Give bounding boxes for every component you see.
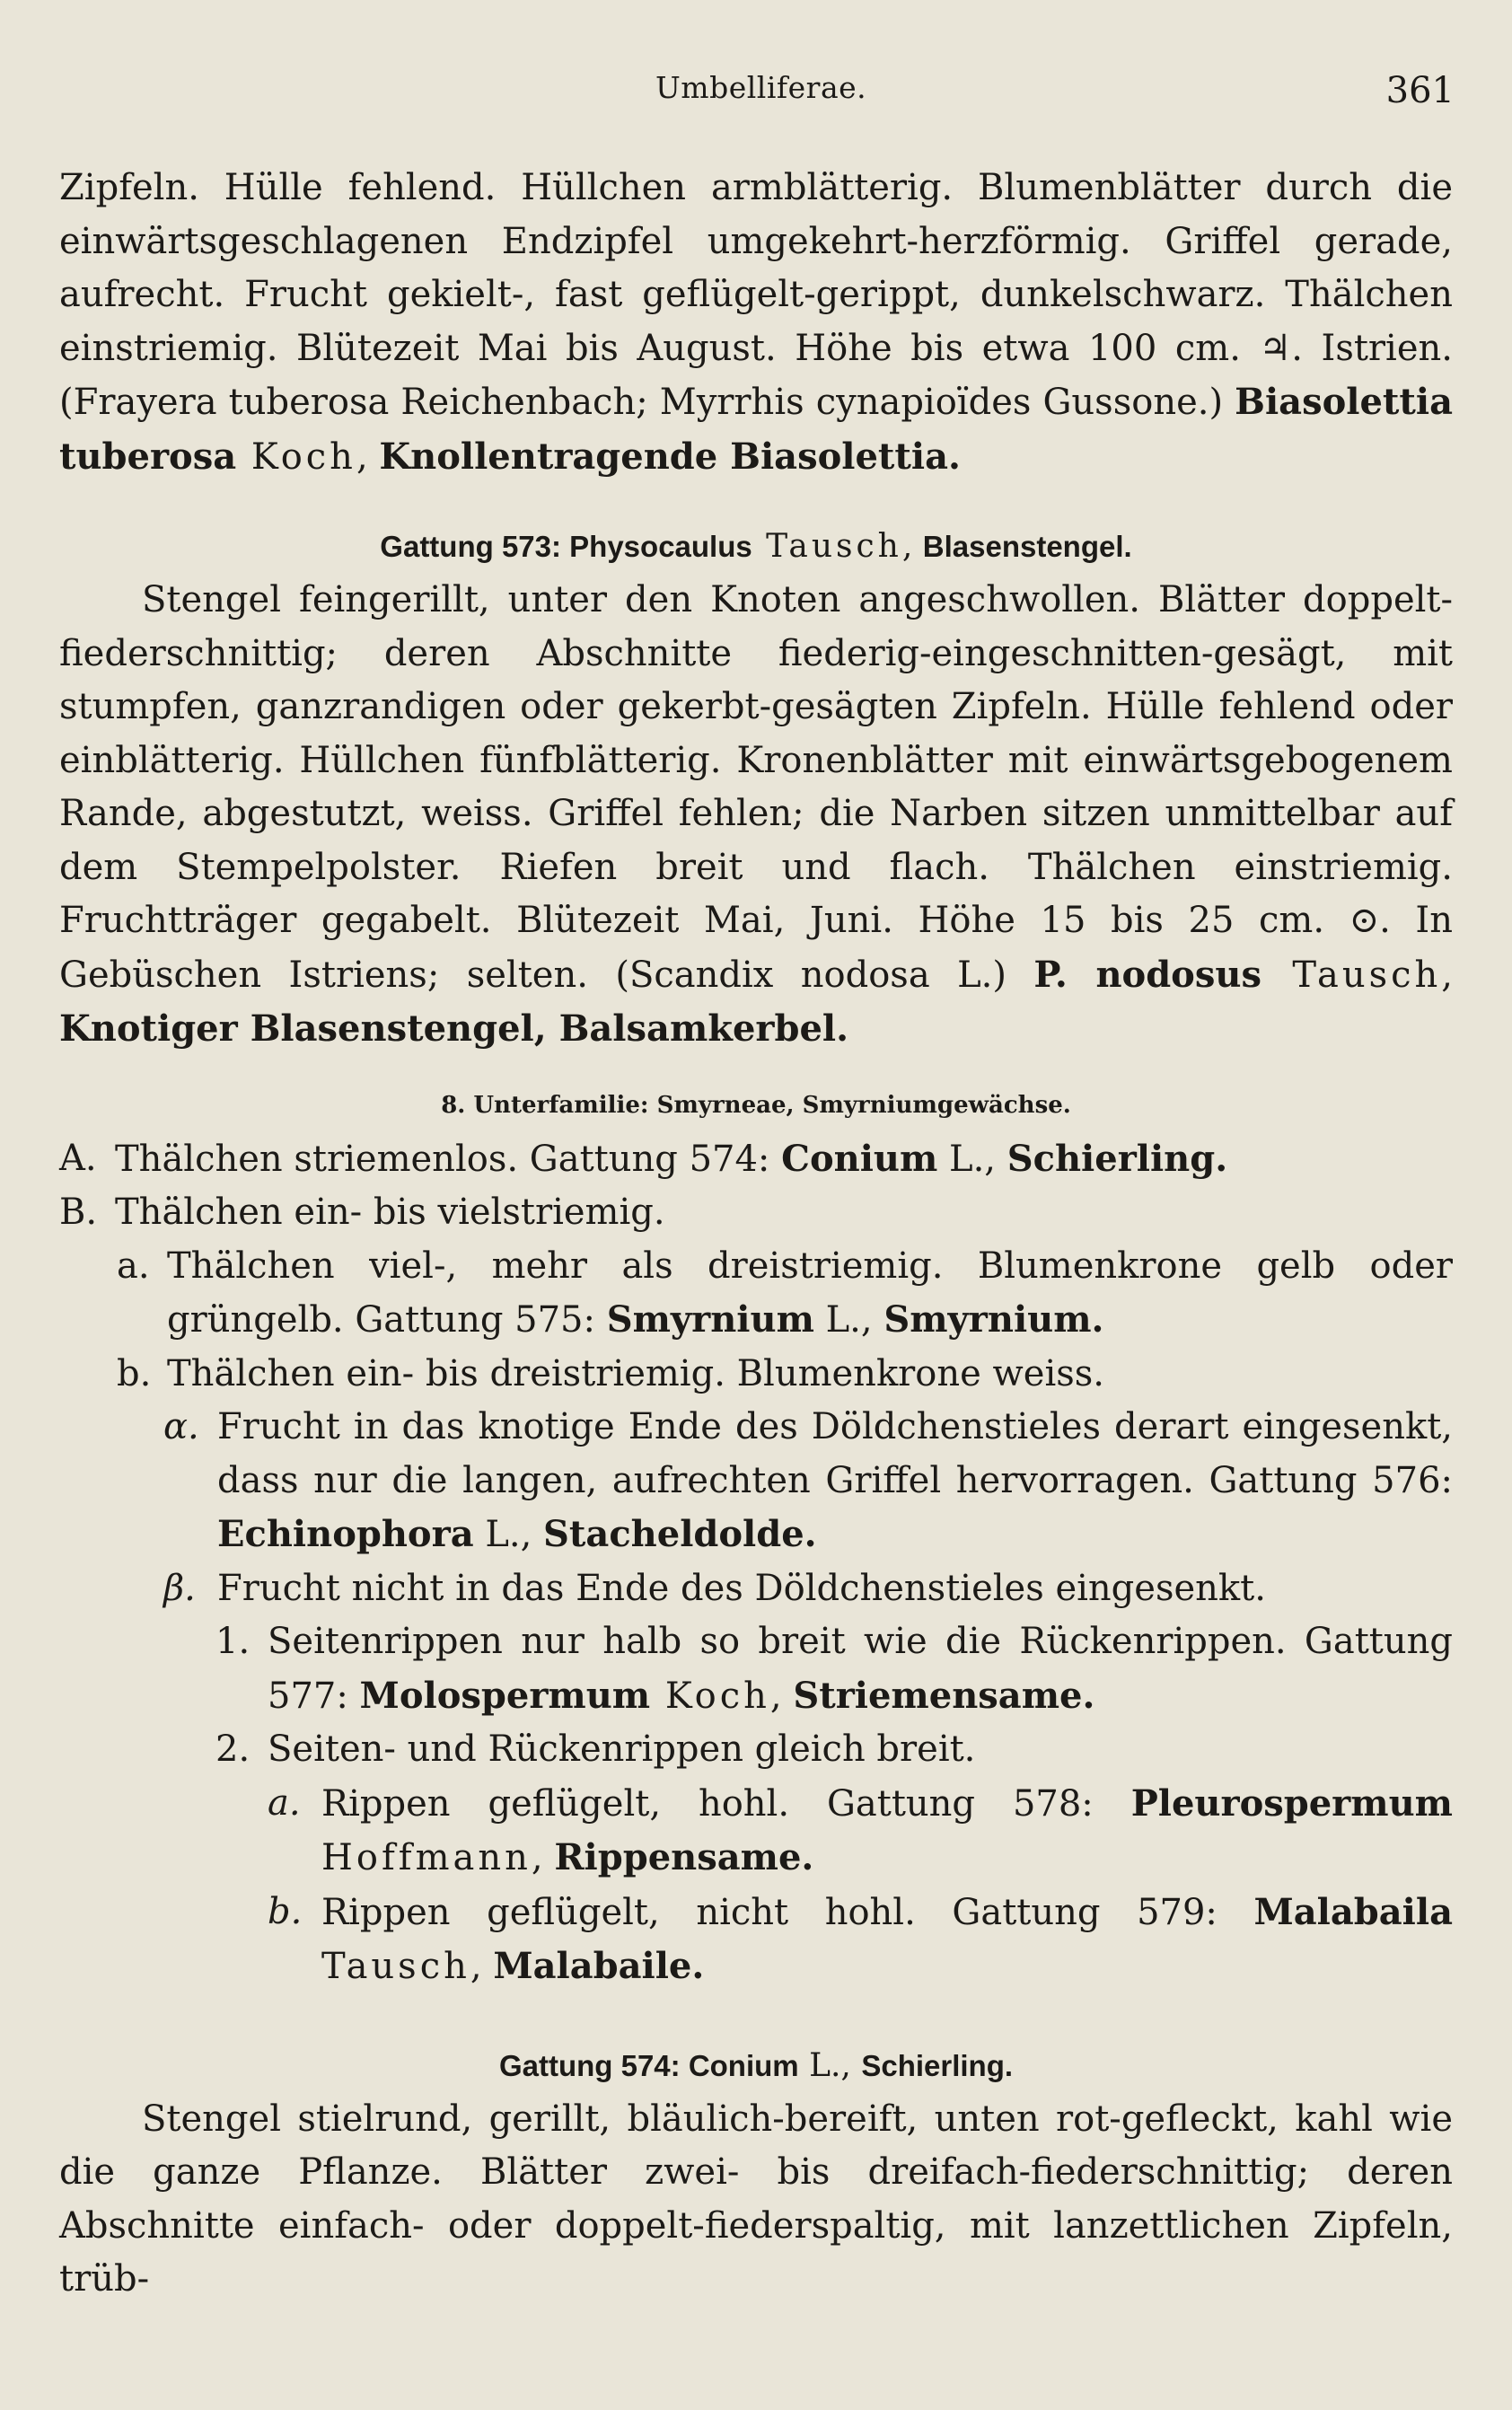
page-number: 361 bbox=[1385, 70, 1455, 111]
paragraph-physocaulus: Stengel feingerillt, unter den Knoten angeschwollen. Blätter doppelt-fiederschnittig; deren Abschnitte fiederig-eingeschnitten-gesägt, mit stumpfen, ganzrandigen oder gekerbt-gesägten Zipfeln. Hülle fehlend oder einblätterig. Hüllchen fünfblätterig. Kronenblätter mit einwärtsgebogenem Rande, abgestutzt, weiss. Griffel fehlen; die Narben sitzen unmittelbar auf dem Stempelpolster. Riefen breit und flach. Thälchen einstriemig. Fruchtträger gegabelt. Blütezeit Mai, Juni. Höhe 15 bis 25 cm. ⊙. In Gebüschen Istriens; selten. (Scandix nodosa L.) P. nodosus Tausch, Knotiger Blasenstengel, Balsamkerbel. bbox=[59, 579, 1454, 1050]
key-2a: a. Rippen geflügelt, hohl. Gattung 578: Pleurospermum Hoffmann, Rippensame. bbox=[268, 1781, 1453, 1878]
common-name: Knollentragende Biasolettia. bbox=[379, 435, 961, 478]
key-A: A. Thälchen striemenlos. Gattung 574: Conium L., Schierling. bbox=[59, 1137, 1228, 1180]
key-2b: b. Rippen geflügelt, nicht hohl. Gattung 579: Malabaila Tausch, Malabaile. bbox=[268, 1890, 1453, 1987]
species-name: Biasolettia tuberosa bbox=[59, 381, 1453, 478]
paragraph-biasolettia: Zipfeln. Hülle fehlend. Hüllchen armblätterig. Blumenblätter durch die einwärtsgeschlagenen Endzipfel umgekehrt-herzförmig. Griffel gerade, aufrecht. Frucht gekielt-, fast geflügelt-gerippt, dunkelschwarz. Thälchen einstriemig. Blütezeit Mai bis August. Höhe bis etwa 100 cm. ♃. Istrien. (Frayera tuberosa Reichenbach; Myrrhis cynapioïdes Gussone.) Biasolettia tuberosa Koch, Knollentragende Biasolettia. bbox=[59, 167, 1453, 478]
key-1: 1. Seitenrippen nur halb so breit wie die Rückenrippen. Gattung 577: Molospermum Koch, Striemensame. bbox=[215, 1621, 1453, 1717]
key-alpha: α. Frucht in das knotige Ende des Döldchenstieles derart eingesenkt, dass nur die langen, aufrechten Griffel hervorragen. Gattung 576: Echinophora L., Stacheldolde. bbox=[163, 1406, 1453, 1555]
author-name: Tausch bbox=[1261, 954, 1442, 996]
page-body bbox=[59, 162, 1453, 2307]
genus-heading-573: Gattung 573: Physocaulus Tausch, Blasenstengel. bbox=[380, 528, 1132, 565]
running-head bbox=[0, 70, 1512, 124]
species-name: P. nodosus bbox=[1033, 953, 1261, 996]
key-2: 2. Seiten- und Rückenrippen gleich breit. bbox=[215, 1728, 976, 1770]
paragraph-conium: Stengel stielrund, gerillt, bläulich-bereift, unten rot-gefleckt, kahl wie die ganze Pflanze. Blätter zwei- bis dreifach-fiederschnittig; deren Abschnitte einfach- oder doppelt-fiederspaltig, mit lanzettlichen Zipfeln, trüb- bbox=[59, 2098, 1453, 2300]
running-title: Umbelliferae. bbox=[655, 70, 867, 105]
key-beta: β. Frucht nicht in das Ende des Döldchenstieles eingesenkt. bbox=[163, 1567, 1266, 1609]
subfamily-heading: 8. Unterfamilie: Smyrneae, Smyrniumgewächse. bbox=[441, 1091, 1071, 1119]
key-a: a. Thälchen viel-, mehr als dreistriemig. Blumenkrone gelb oder grüngelb. Gattung 575: Smyrnium L., Smyrnium. bbox=[117, 1245, 1453, 1341]
key-B: B. Thälchen ein- bis vielstriemig. bbox=[59, 1192, 665, 1233]
author-name: Koch bbox=[236, 435, 356, 478]
common-name: Knotiger Blasenstengel, Balsamkerbel. bbox=[59, 1007, 849, 1050]
genus-heading-574: Gattung 574: Conium L., Schierling. bbox=[498, 2046, 1014, 2084]
key-b: b. Thälchen ein- bis dreistriemig. Blumenkrone weiss. bbox=[117, 1352, 1105, 1394]
